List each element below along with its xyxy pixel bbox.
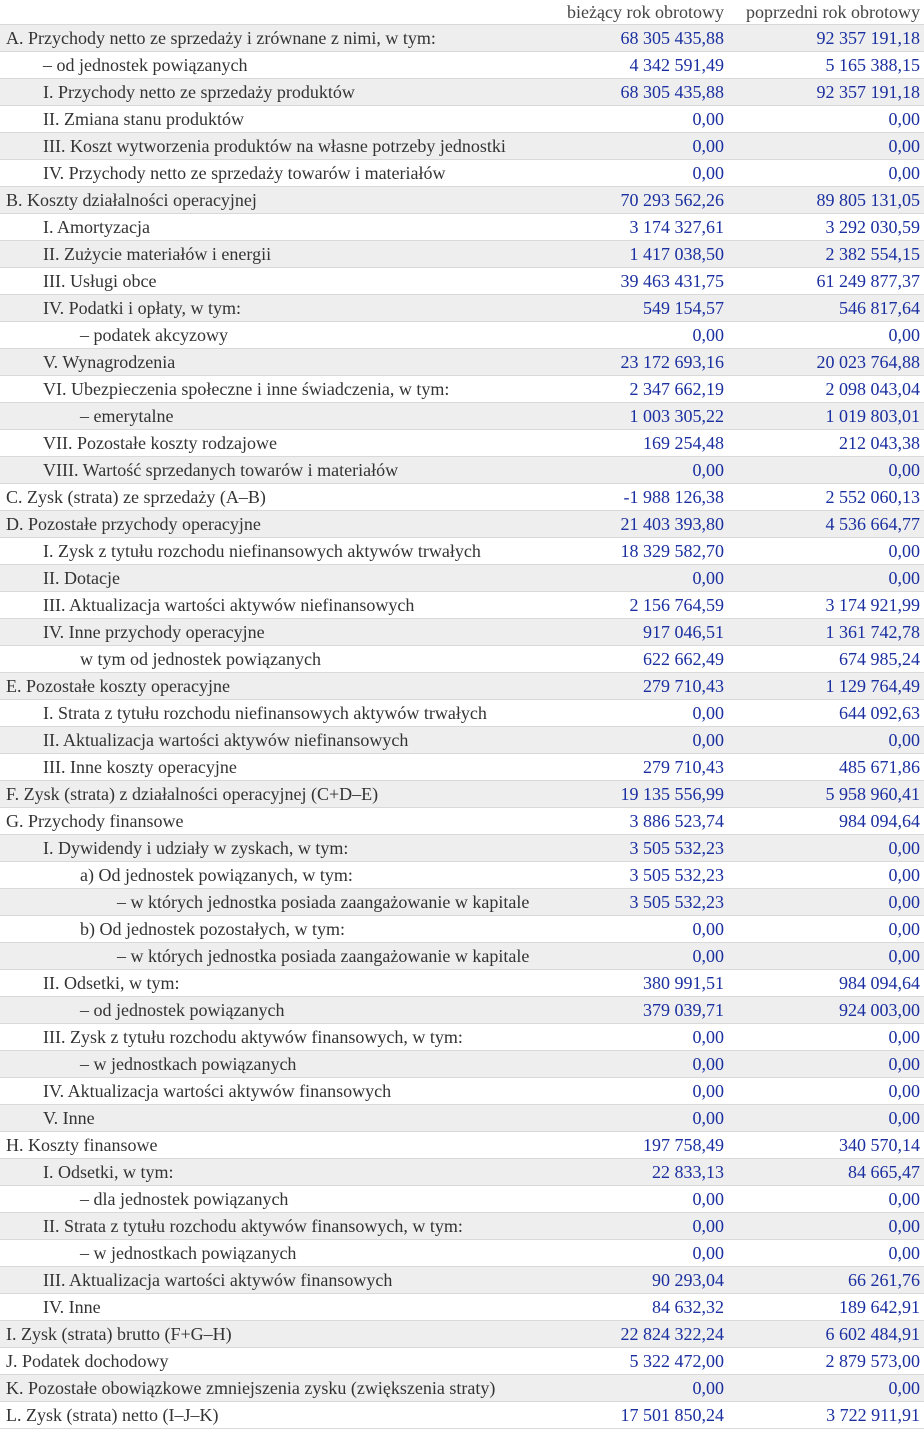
table-row: [0, 592, 924, 619]
table-row: [0, 133, 924, 160]
current-year-value: 0,00: [692, 703, 724, 723]
previous-year-value: 0,00: [888, 163, 920, 183]
current-year-value: 0,00: [692, 1108, 724, 1128]
row-label: – podatek akcyzowy: [80, 325, 228, 345]
current-year-value: 379 039,71: [643, 1000, 724, 1020]
current-year-value: 4 342 591,49: [629, 55, 724, 75]
previous-year-value: 485 671,86: [839, 757, 920, 777]
row-label: – w jednostkach powiązanych: [80, 1243, 297, 1263]
row-label: G. Przychody finansowe: [6, 811, 184, 831]
current-year-value: -1 988 126,38: [623, 487, 724, 507]
current-year-value: 3 886 523,74: [629, 811, 724, 831]
previous-year-value: 4 536 664,77: [825, 514, 920, 534]
current-year-value: 0,00: [692, 730, 724, 750]
previous-year-value: 340 570,14: [839, 1135, 920, 1155]
current-year-value: 2 347 662,19: [629, 379, 724, 399]
table-row: [0, 781, 924, 808]
previous-year-value: 0,00: [888, 460, 920, 480]
current-year-value: 1 417 038,50: [629, 244, 724, 264]
current-year-value: 197 758,49: [643, 1135, 724, 1155]
current-year-value: 0,00: [692, 1054, 724, 1074]
table-row: [0, 511, 924, 538]
row-label: IV. Aktualizacja wartości aktywów finansowych: [43, 1081, 392, 1101]
previous-year-value: 0,00: [888, 919, 920, 939]
previous-year-value: 2 098 043,04: [825, 379, 920, 399]
row-label: II. Strata z tytułu rozchodu aktywów finansowych, w tym:: [43, 1216, 463, 1236]
row-label: E. Pozostałe koszty operacyjne: [6, 676, 230, 696]
table-row: [0, 673, 924, 700]
previous-year-value: 5 958 960,41: [825, 784, 920, 804]
table-row: [0, 1078, 924, 1105]
table-row: [0, 700, 924, 727]
current-year-value: 21 403 393,80: [620, 514, 724, 534]
current-year-value: 84 632,32: [652, 1297, 724, 1317]
current-year-value: 279 710,43: [643, 676, 724, 696]
previous-year-value: 3 292 030,59: [825, 217, 920, 237]
row-label: H. Koszty finansowe: [6, 1135, 158, 1155]
previous-year-value: 0,00: [888, 568, 920, 588]
row-label: IV. Inne przychody operacyjne: [43, 622, 265, 642]
table-row: [0, 376, 924, 403]
previous-year-value: 2 552 060,13: [825, 487, 920, 507]
previous-year-value: 92 357 191,18: [816, 28, 920, 48]
previous-year-value: 3 174 921,99: [825, 595, 920, 615]
row-label: C. Zysk (strata) ze sprzedaży (A–B): [6, 487, 266, 507]
header-current-year: bieżący rok obrotowy: [567, 2, 724, 22]
previous-year-value: 984 094,64: [839, 973, 920, 993]
row-label: – dla jednostek powiązanych: [80, 1189, 289, 1209]
current-year-value: 169 254,48: [643, 433, 724, 453]
row-label: IV. Przychody netto ze sprzedaży towarów i materiałów: [43, 163, 446, 183]
table-row: [0, 1348, 924, 1375]
current-year-value: 0,00: [692, 460, 724, 480]
current-year-value: 0,00: [692, 568, 724, 588]
row-label: I. Odsetki, w tym:: [43, 1162, 174, 1182]
previous-year-value: 3 722 911,91: [826, 1405, 920, 1425]
table-row: [0, 619, 924, 646]
row-label: – w których jednostka posiada zaangażowanie w kapitale: [117, 892, 530, 912]
current-year-value: 39 463 431,75: [620, 271, 724, 291]
previous-year-value: 674 985,24: [839, 649, 920, 669]
current-year-value: 22 833,13: [652, 1162, 724, 1182]
current-year-value: 0,00: [692, 325, 724, 345]
row-label: D. Pozostałe przychody operacyjne: [6, 514, 261, 534]
previous-year-value: 0,00: [888, 136, 920, 156]
current-year-value: 3 505 532,23: [629, 892, 724, 912]
table-row: [0, 916, 924, 943]
row-label: b) Od jednostek pozostałych, w tym:: [80, 919, 345, 939]
previous-year-value: 984 094,64: [839, 811, 920, 831]
current-year-value: 68 305 435,88: [620, 82, 724, 102]
current-year-value: 917 046,51: [643, 622, 724, 642]
previous-year-value: 92 357 191,18: [816, 82, 920, 102]
previous-year-value: 2 879 573,00: [825, 1351, 920, 1371]
row-label: I. Dywidendy i udziały w zyskach, w tym:: [43, 838, 349, 858]
current-year-value: 279 710,43: [643, 757, 724, 777]
current-year-value: 3 505 532,23: [629, 838, 724, 858]
table-row: [0, 808, 924, 835]
table-row: [0, 862, 924, 889]
table-row: [0, 484, 924, 511]
row-label: – od jednostek powiązanych: [80, 1000, 285, 1020]
current-year-value: 23 172 693,16: [620, 352, 724, 372]
row-label: a) Od jednostek powiązanych, w tym:: [80, 865, 353, 885]
table-row: [0, 1375, 924, 1402]
previous-year-value: 89 805 131,05: [816, 190, 920, 210]
previous-year-value: 5 165 388,15: [825, 55, 920, 75]
previous-year-value: 0,00: [888, 1216, 920, 1236]
row-label: VIII. Wartość sprzedanych towarów i materiałów: [43, 460, 399, 480]
current-year-value: 0,00: [692, 109, 724, 129]
previous-year-value: 0,00: [888, 865, 920, 885]
table-row: [0, 214, 924, 241]
previous-year-value: 0,00: [888, 946, 920, 966]
table-row: [0, 1132, 924, 1159]
table-row: [0, 835, 924, 862]
row-label: L. Zysk (strata) netto (I–J–K): [6, 1405, 219, 1425]
row-label: II. Dotacje: [43, 568, 120, 588]
row-label: II. Aktualizacja wartości aktywów niefinansowych: [43, 730, 409, 750]
table-row: [0, 1051, 924, 1078]
table-row: [0, 1159, 924, 1186]
row-label: – emerytalne: [80, 406, 174, 426]
previous-year-value: 1 019 803,01: [825, 406, 920, 426]
row-label: III. Koszt wytworzenia produktów na własne potrzeby jednostki: [43, 136, 506, 156]
table-row: [0, 646, 924, 673]
previous-year-value: 2 382 554,15: [825, 244, 920, 264]
current-year-value: 70 293 562,26: [620, 190, 724, 210]
current-year-value: 0,00: [692, 1081, 724, 1101]
row-label: III. Inne koszty operacyjne: [43, 757, 237, 777]
table-row: [0, 1186, 924, 1213]
table-row: [0, 1024, 924, 1051]
table-row: [0, 1267, 924, 1294]
current-year-value: 0,00: [692, 163, 724, 183]
current-year-value: 0,00: [692, 946, 724, 966]
row-label: V. Inne: [43, 1108, 95, 1128]
row-label: IV. Inne: [43, 1297, 101, 1317]
previous-year-value: 644 092,63: [839, 703, 920, 723]
previous-year-value: 0,00: [888, 1027, 920, 1047]
row-label: F. Zysk (strata) z działalności operacyjnej (C+D–E): [6, 784, 379, 804]
table-row: [0, 1105, 924, 1132]
row-label: – w których jednostka posiada zaangażowanie w kapitale: [117, 946, 530, 966]
current-year-value: 0,00: [692, 1243, 724, 1263]
table-row: [0, 943, 924, 970]
current-year-value: 549 154,57: [643, 298, 724, 318]
previous-year-value: 84 665,47: [848, 1162, 920, 1182]
row-label: VII. Pozostałe koszty rodzajowe: [43, 433, 277, 453]
previous-year-value: 0,00: [888, 109, 920, 129]
table-row: [0, 349, 924, 376]
table-row: [0, 457, 924, 484]
table-row: [0, 295, 924, 322]
row-label: VI. Ubezpieczenia społeczne i inne świadczenia, w tym:: [43, 379, 450, 399]
table-row: [0, 970, 924, 997]
table-row: [0, 754, 924, 781]
previous-year-value: 0,00: [888, 892, 920, 912]
current-year-value: 0,00: [692, 1378, 724, 1398]
row-label: J. Podatek dochodowy: [6, 1351, 169, 1371]
previous-year-value: 0,00: [888, 1054, 920, 1074]
previous-year-value: 0,00: [888, 1081, 920, 1101]
table-row: [0, 889, 924, 916]
current-year-value: 1 003 305,22: [629, 406, 724, 426]
table-row: [0, 106, 924, 133]
table-row: [0, 997, 924, 1024]
row-label: I. Strata z tytułu rozchodu niefinansowych aktywów trwałych: [43, 703, 487, 723]
row-label: II. Zmiana stanu produktów: [43, 109, 244, 129]
current-year-value: 68 305 435,88: [620, 28, 724, 48]
table-row: [0, 727, 924, 754]
table-row: [0, 52, 924, 79]
previous-year-value: 0,00: [888, 1189, 920, 1209]
table-row: [0, 322, 924, 349]
row-label: III. Zysk z tytułu rozchodu aktywów finansowych, w tym:: [43, 1027, 463, 1047]
current-year-value: 22 824 322,24: [620, 1324, 724, 1344]
previous-year-value: 189 642,91: [839, 1297, 920, 1317]
header-label-spacer: [0, 0, 558, 24]
previous-year-value: 61 249 877,37: [816, 271, 920, 291]
table-row: [0, 1294, 924, 1321]
current-year-value: 5 322 472,00: [629, 1351, 724, 1371]
table-row: [0, 25, 924, 52]
row-label: I. Amortyzacja: [43, 217, 150, 237]
row-label: V. Wynagrodzenia: [43, 352, 176, 372]
current-year-value: 3 505 532,23: [629, 865, 724, 885]
row-label: A. Przychody netto ze sprzedaży i zrównane z nimi, w tym:: [6, 28, 436, 48]
current-year-value: 18 329 582,70: [620, 541, 724, 561]
current-year-value: 0,00: [692, 1189, 724, 1209]
current-year-value: 380 991,51: [643, 973, 724, 993]
row-label: II. Zużycie materiałów i energii: [43, 244, 272, 264]
previous-year-value: 6 602 484,91: [825, 1324, 920, 1344]
previous-year-value: 20 023 764,88: [816, 352, 920, 372]
row-label: III. Aktualizacja wartości aktywów finansowych: [43, 1270, 393, 1290]
current-year-value: 19 135 556,99: [620, 784, 724, 804]
current-year-value: 0,00: [692, 1216, 724, 1236]
row-label: B. Koszty działalności operacyjnej: [6, 190, 257, 210]
row-label: I. Zysk z tytułu rozchodu niefinansowych aktywów trwałych: [43, 541, 481, 561]
table-row: [0, 160, 924, 187]
row-label: – od jednostek powiązanych: [43, 55, 248, 75]
current-year-value: 622 662,49: [643, 649, 724, 669]
current-year-value: 17 501 850,24: [620, 1405, 724, 1425]
current-year-value: 0,00: [692, 136, 724, 156]
row-label: I. Przychody netto ze sprzedaży produktów: [43, 82, 355, 102]
table-row: [0, 403, 924, 430]
previous-year-value: 1 129 764,49: [825, 676, 920, 696]
current-year-value: 0,00: [692, 919, 724, 939]
current-year-value: 3 174 327,61: [629, 217, 724, 237]
previous-year-value: 1 361 742,78: [825, 622, 920, 642]
row-label: I. Zysk (strata) brutto (F+G–H): [6, 1324, 232, 1344]
table-row: [0, 1213, 924, 1240]
row-label: II. Odsetki, w tym:: [43, 973, 180, 993]
table-row: [0, 187, 924, 214]
statement-rows: [0, 25, 924, 1429]
previous-year-value: 546 817,64: [839, 298, 920, 318]
previous-year-value: 0,00: [888, 730, 920, 750]
table-row: [0, 1402, 924, 1429]
previous-year-value: 0,00: [888, 1243, 920, 1263]
row-label: – w jednostkach powiązanych: [80, 1054, 297, 1074]
current-year-value: 90 293,04: [652, 1270, 724, 1290]
table-row: [0, 79, 924, 106]
previous-year-value: 0,00: [888, 541, 920, 561]
row-label: w tym od jednostek powiązanych: [80, 649, 321, 669]
previous-year-value: 0,00: [888, 325, 920, 345]
table-row: [0, 268, 924, 295]
table-row: [0, 241, 924, 268]
table-row: [0, 1321, 924, 1348]
table-row: [0, 538, 924, 565]
table-row: [0, 1240, 924, 1267]
previous-year-value: 212 043,38: [839, 433, 920, 453]
current-year-value: 2 156 764,59: [629, 595, 724, 615]
row-label: III. Usługi obce: [43, 271, 157, 291]
table-row: [0, 565, 924, 592]
header-previous-year: poprzedni rok obrotowy: [746, 2, 920, 22]
table-row: [0, 430, 924, 457]
previous-year-value: 0,00: [888, 1108, 920, 1128]
current-year-value: 0,00: [692, 1027, 724, 1047]
row-label: K. Pozostałe obowiązkowe zmniejszenia zysku (zwiększenia straty): [6, 1378, 496, 1398]
row-label: IV. Podatki i opłaty, w tym:: [43, 298, 241, 318]
previous-year-value: 924 003,00: [839, 1000, 920, 1020]
row-label: III. Aktualizacja wartości aktywów niefinansowych: [43, 595, 415, 615]
previous-year-value: 66 261,76: [848, 1270, 920, 1290]
previous-year-value: 0,00: [888, 1378, 920, 1398]
column-header-row: [0, 0, 924, 25]
previous-year-value: 0,00: [888, 838, 920, 858]
